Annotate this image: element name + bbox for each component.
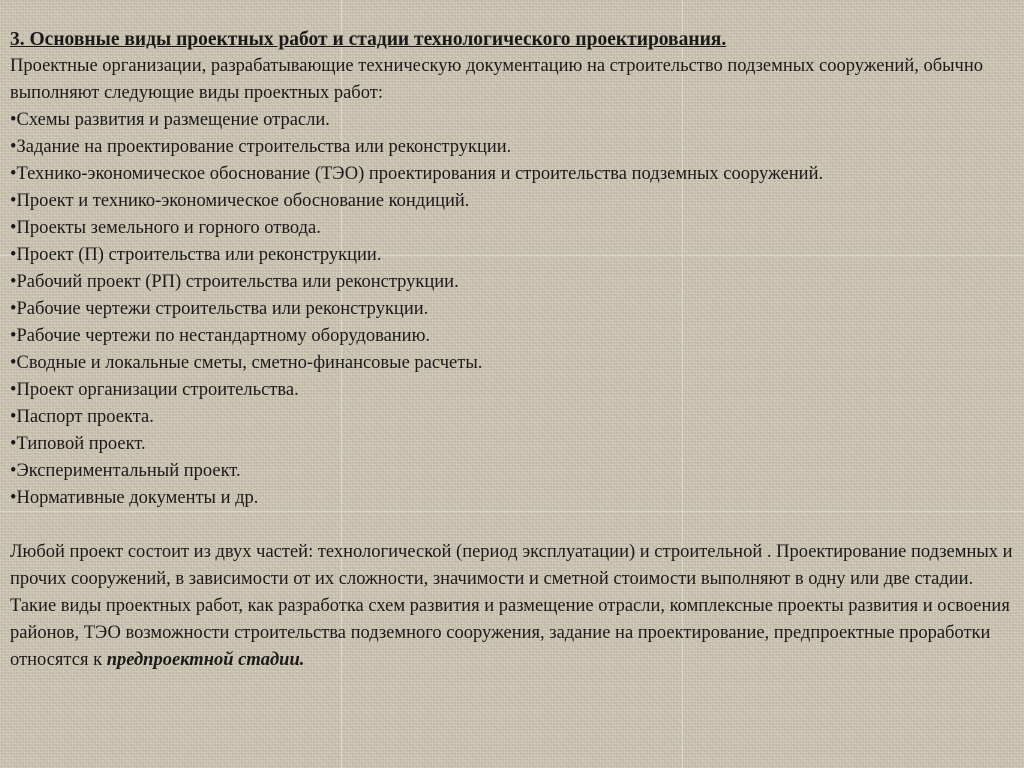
project-parts-paragraph: Любой проект состоит из двух частей: технологической (период эксплуатации) и строительной . Проектирование подземных и прочих сооружений, в зависимости от их сложности, значимости и сметной стоимости выполняют в одну или две стадии. [10,542,1013,589]
pre-project-text: Такие виды проектных работ, как разработка схем развития и размещение отрасли, комплексные проекты развития и освоения районов, ТЭО возможности строительства подземного сооружения, задание на проектирование, предпроектные проработки относятся к [10,596,1010,670]
list-item: • Паспорт проекта. [10,404,1018,431]
list-item: • Рабочие чертежи строительства или реконструкции. [10,296,1018,323]
list-item: • Проект (П) строительства или реконструкции. [10,242,1018,269]
spacer [10,512,1018,539]
list-item: • Схемы развития и размещение отрасли. [10,107,1018,134]
slide-content [10,26,1018,674]
list-item: • Задание на проектирование строительства или реконструкции. [10,134,1018,161]
work-types-list [10,107,1018,512]
list-item: • Проект и технико-экономическое обоснование кондиций. [10,188,1018,215]
list-item: • Сводные и локальные сметы, сметно-финансовые расчеты. [10,350,1018,377]
list-item: • Технико-экономическое обоснование (ТЭО) проектирования и строительства подземных сооружений. [10,161,1018,188]
pre-project-stage-emphasis: предпроектной стадии. [106,650,305,670]
slide-title: 3. Основные виды проектных работ и стадии технологического проектирования. [10,29,727,50]
list-item: • Рабочий проект (РП) строительства или реконструкции. [10,269,1018,296]
list-item: • Проект организации строительства. [10,377,1018,404]
list-item: • Нормативные документы и др. [10,485,1018,512]
list-item: • Типовой проект. [10,431,1018,458]
list-item: • Рабочие чертежи по нестандартному оборудованию. [10,323,1018,350]
intro-text: Проектные организации, разрабатывающие техническую документацию на строительство подземных сооружений, обычно выполняют следующие виды проектных работ: [10,56,984,103]
list-item: • Проекты земельного и горного отвода. [10,215,1018,242]
pre-project-paragraph [10,593,1018,674]
list-item: • Экспериментальный проект. [10,458,1018,485]
